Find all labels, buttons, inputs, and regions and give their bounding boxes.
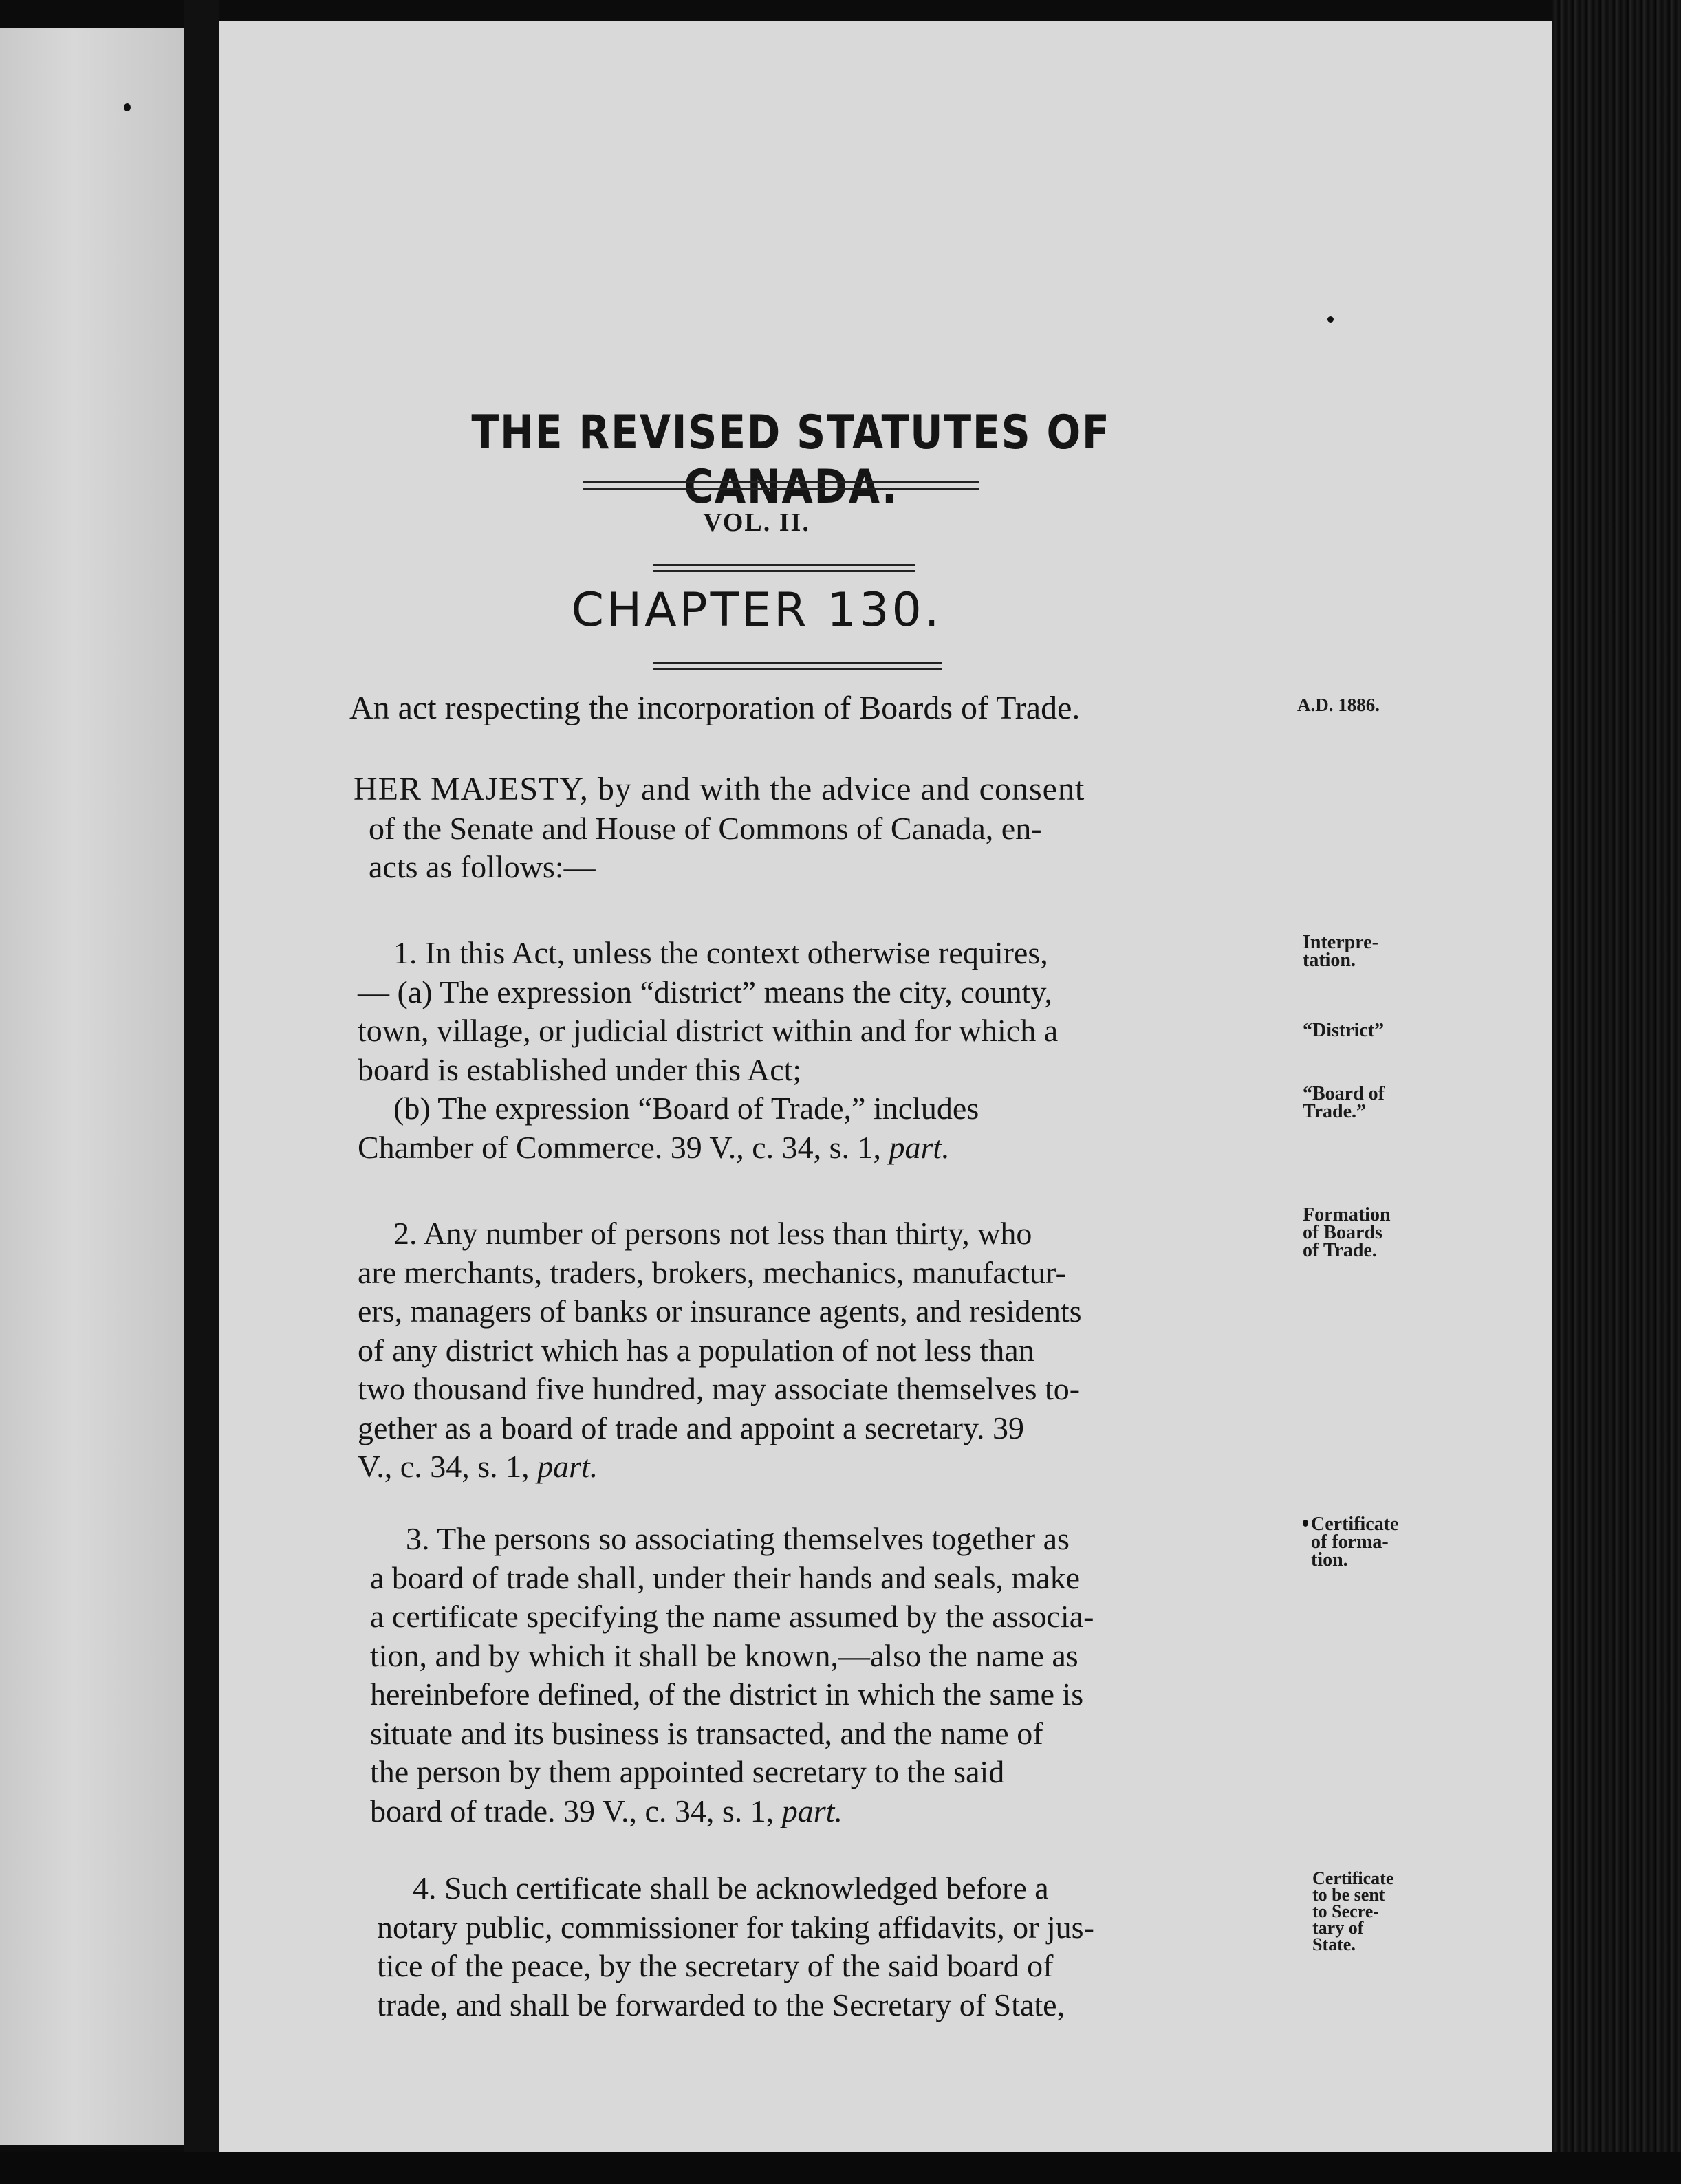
margin-note-interpretation: Interpre- tation. [1303, 932, 1378, 971]
section-3: 3. The persons so associating themselves together as a board of trade shall, under their hands and seals, make a certificate specifying the name assumed by the associa- tion, and by which it shall be known,—also the name as hereinbefore defined, of the district in which the same is situate and its business is transacted, and the name of the person by them appointed secretary to the said board of trade. 39 V., c. 34, s. 1, part. [370, 1521, 1094, 1828]
book-edge [1552, 0, 1681, 2184]
margin-note-certificate-formation: Certificate of forma- tion. [1311, 1514, 1399, 1571]
section-1: 1. In this Act, unless the context otherwise requires, — (a) The expression “district” means the city, county, town, village, or judicial district within and for which a board is established under this Act; (b) The expression “Board of Trade,” includes Chamber of Commerce. 39 V., c. 34, s. 1, part. [358, 935, 1059, 1165]
date-note: A.D. 1886. [1297, 695, 1380, 715]
enacting-clause: HER MAJESTY, by and with the advice and consent of the Senate and House of Commons of Canada, en- acts as follows:— [354, 771, 1085, 884]
section-2: 2. Any number of persons not less than thirty, who are merchants, traders, brokers, mechanics, manufactur- ers, managers of banks or insurance agents, and residents of any district which has a population of not less than two thousand five hundred, may associate themselves to- gether as a board of trade and appoint a secretary. 39 V., c. 34, s. 1, part. [358, 1216, 1082, 1484]
margin-note-district: “District” [1303, 1020, 1385, 1041]
gutter-shadow [184, 0, 219, 2184]
scan-speck [124, 103, 131, 111]
chapter-rule [653, 662, 942, 670]
scan-border-bottom [0, 2152, 1681, 2184]
margin-note-formation: Formation of Boards of Trade. [1303, 1204, 1391, 1261]
volume-label: VOL. II. [703, 508, 810, 537]
section-4: 4. Such certificate shall be acknowledged before a notary public, commissioner for taking affidavits, or jus- tice of the peace, by the secretary of the said board of trade, and shall be forwarded to the Secretary of State, [377, 1870, 1094, 2022]
adjacent-page-strip [0, 28, 184, 2145]
act-long-title: An act respecting the incorporation of Boards of Trade. [349, 690, 1081, 726]
chapter-heading: CHAPTER 130. [571, 583, 942, 637]
title-rule [583, 481, 979, 490]
volume-rule [653, 564, 915, 572]
page-title: THE REVISED STATUTES OF CANADA. [471, 406, 1111, 514]
margin-note-certificate-sent: Certificate to be sent to Secre- tary of State. [1312, 1868, 1394, 1954]
scan-speck [1327, 316, 1334, 323]
margin-note-board-of-trade: “Board of Trade.” [1303, 1083, 1385, 1122]
scan-speck [1303, 1520, 1308, 1527]
